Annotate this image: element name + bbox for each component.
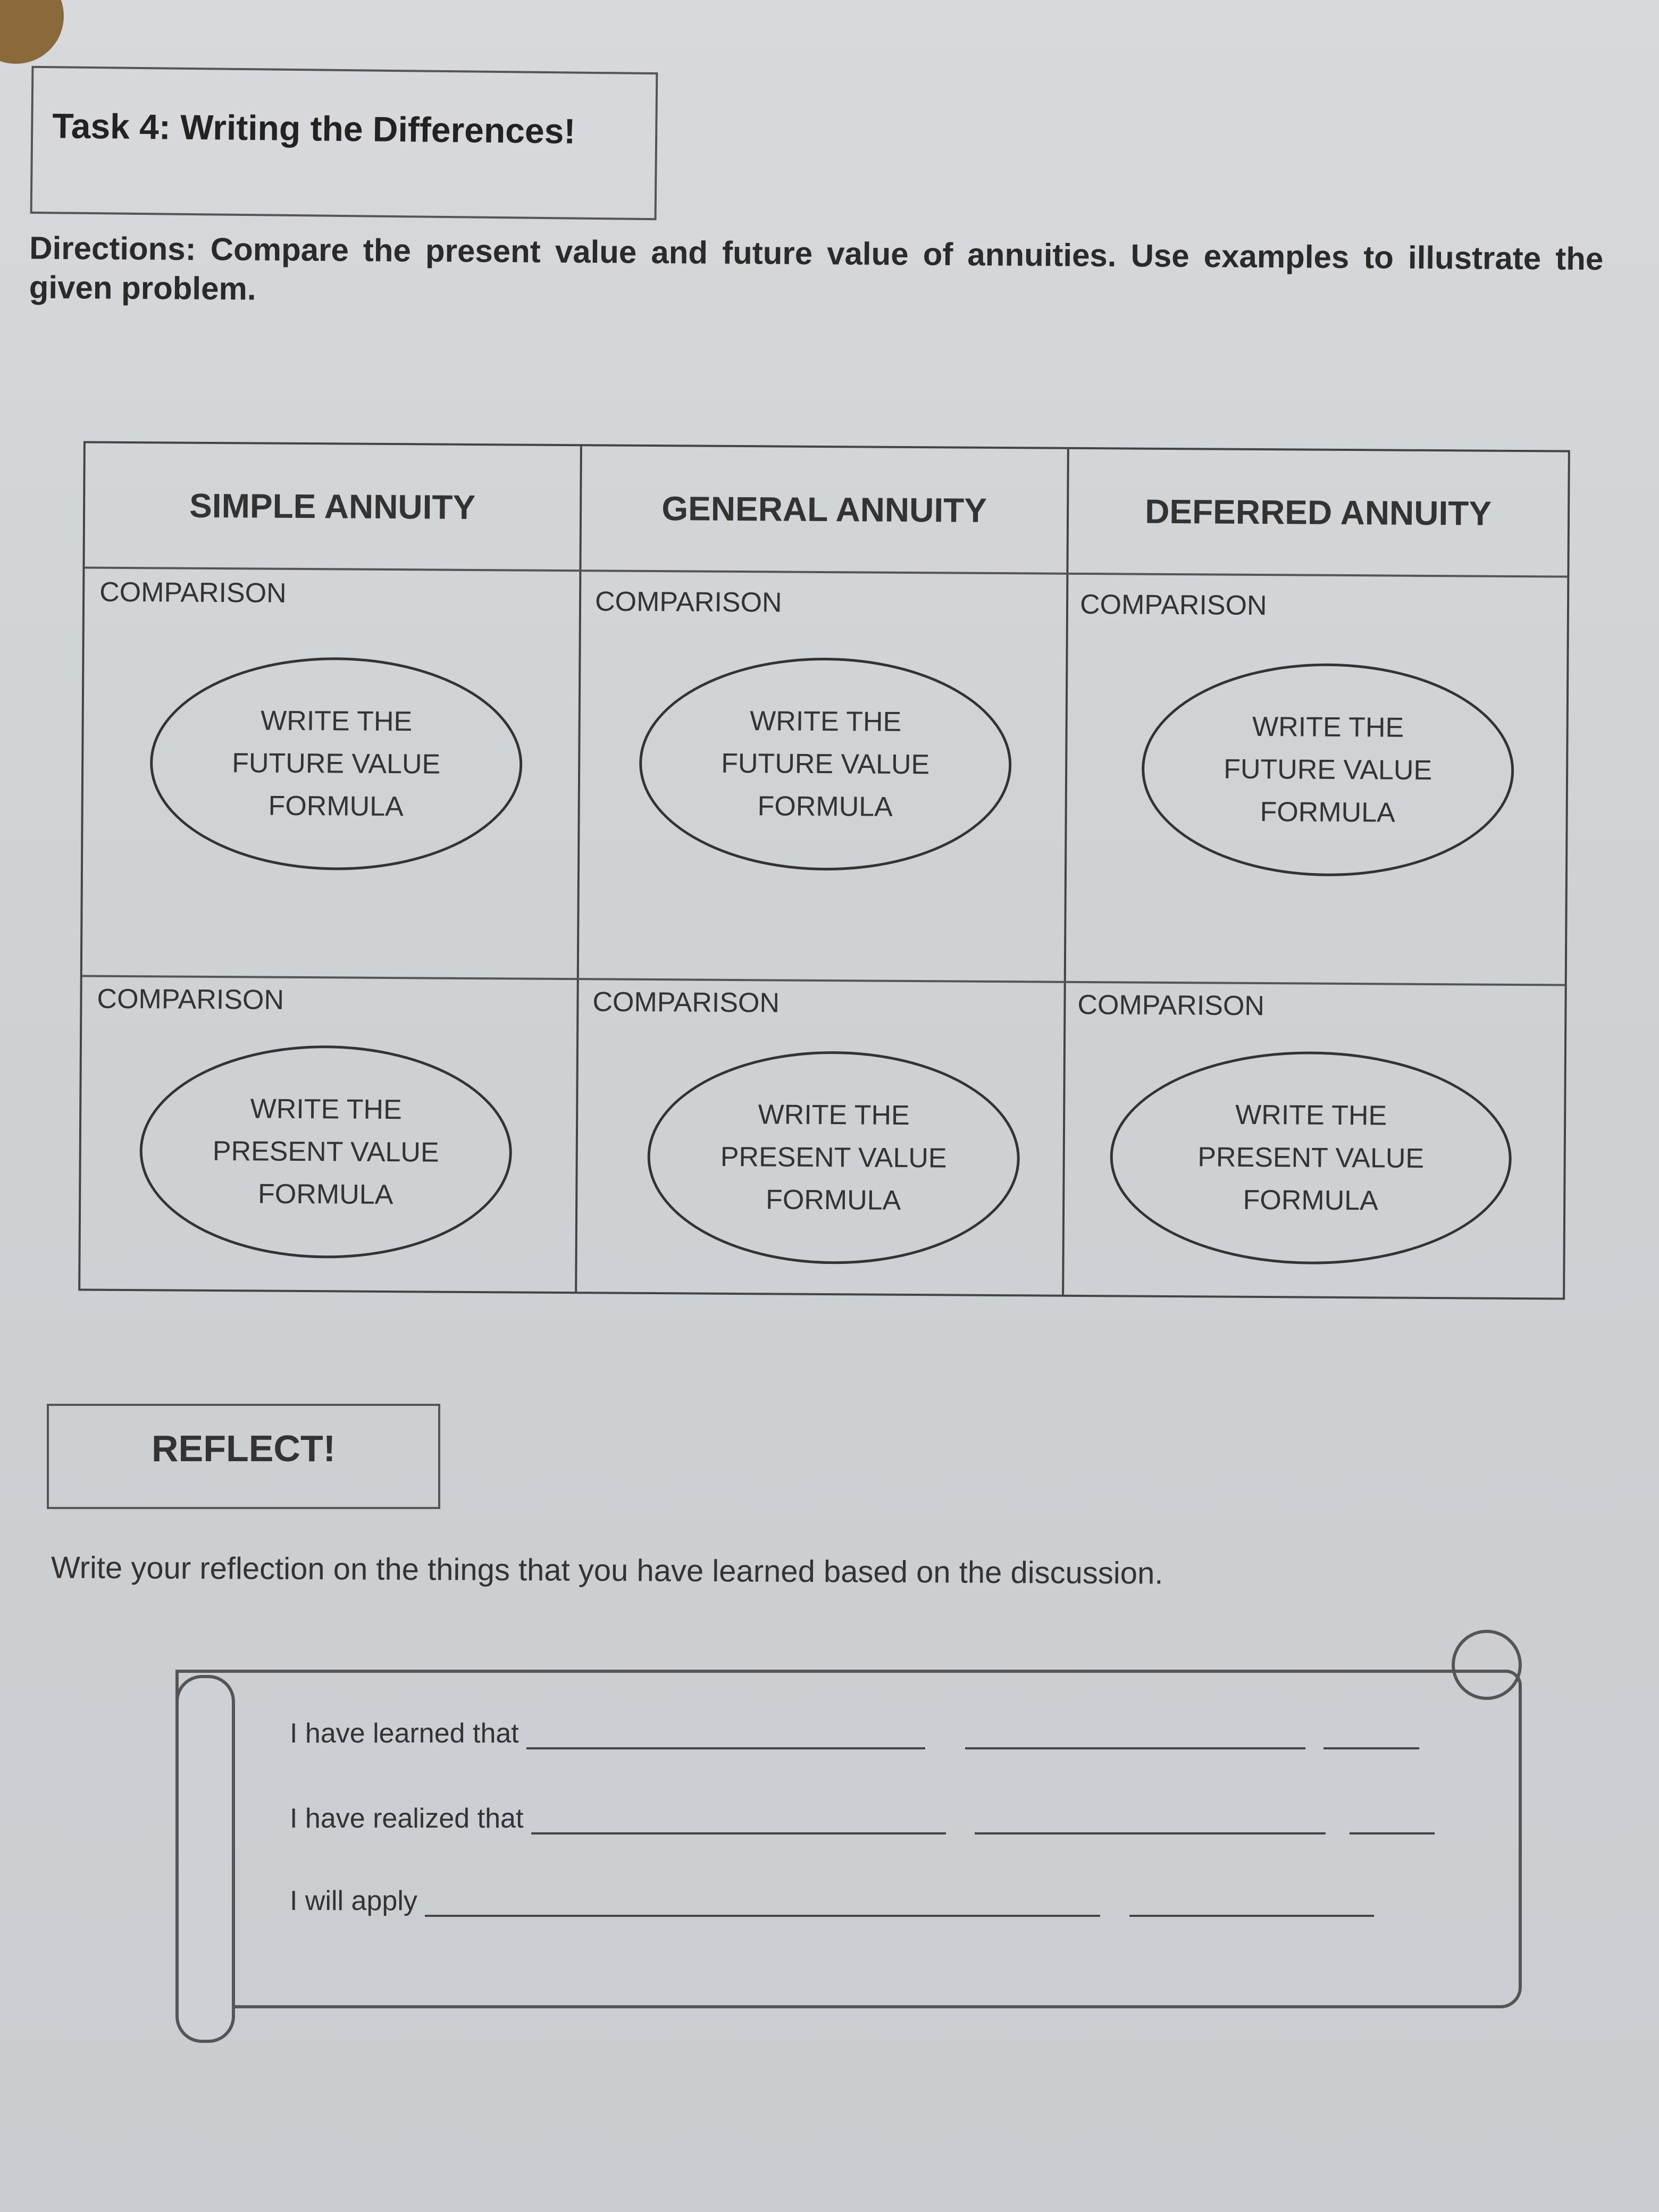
column-divider	[575, 446, 582, 1292]
scroll-roll-top	[1452, 1630, 1522, 1700]
future-value-oval	[149, 656, 523, 871]
oval-line: FORMULA	[1260, 797, 1395, 828]
directions-text: Compare the present value and future value of annuities. Use examples to illustrate the given problem.	[29, 231, 1604, 307]
reflect-instruction: Write your reflection on the things that you have learned based on the discussion.	[51, 1550, 1163, 1591]
comparison-label: COMPARISON	[99, 576, 287, 609]
task-title-box	[30, 66, 658, 220]
directions-label: Directions:	[29, 230, 196, 267]
oval-line: PRESENT VALUE	[1197, 1142, 1425, 1174]
oval-line: FUTURE VALUE	[721, 748, 930, 781]
prompt-realized-row	[290, 1803, 1435, 1834]
comparison-label: COMPARISON	[594, 586, 782, 618]
prompt-apply: I will apply	[290, 1886, 417, 1916]
answer-blank[interactable]	[965, 1724, 1305, 1749]
header-general-annuity: GENERAL ANNUITY	[661, 489, 987, 530]
row-divider	[82, 975, 1565, 986]
oval-line: FORMULA	[1243, 1184, 1379, 1217]
oval-line: WRITE THE	[1235, 1099, 1387, 1132]
oval-line: WRITE THE	[750, 706, 902, 738]
present-value-oval	[139, 1044, 513, 1259]
present-value-oval	[1110, 1050, 1512, 1266]
answer-blank[interactable]	[1350, 1809, 1435, 1834]
oval-line: FORMULA	[268, 790, 404, 823]
comparison-label: COMPARISON	[1077, 989, 1265, 1022]
reflect-title: REFLECT!	[151, 1428, 336, 1469]
prompt-learned: I have learned that	[290, 1718, 519, 1749]
header-simple-annuity: SIMPLE ANNUITY	[189, 486, 476, 526]
oval-line: PRESENT VALUE	[212, 1135, 439, 1168]
comparison-label: COMPARISON	[97, 983, 284, 1016]
directions-paragraph	[29, 229, 1604, 319]
scroll-roll-left	[175, 1675, 235, 2043]
future-value-oval	[639, 657, 1012, 872]
oval-line: FORMULA	[765, 1184, 901, 1216]
answer-blank[interactable]	[975, 1809, 1326, 1834]
oval-line: WRITE THE	[758, 1099, 910, 1131]
future-value-oval	[1141, 663, 1514, 877]
oval-line: FUTURE VALUE	[232, 748, 441, 780]
reflect-title-box	[47, 1404, 440, 1509]
oval-line: PRESENT VALUE	[720, 1141, 947, 1174]
prompt-apply-row	[290, 1885, 1374, 1917]
oval-line: FUTURE VALUE	[1224, 753, 1432, 786]
oval-line: WRITE THE	[1252, 711, 1404, 743]
answer-blank[interactable]	[1323, 1724, 1419, 1749]
comparison-label: COMPARISON	[592, 986, 780, 1019]
answer-blank[interactable]	[531, 1809, 946, 1834]
task-title: Task 4: Writing the Differences!	[52, 106, 576, 151]
answer-blank[interactable]	[526, 1724, 925, 1749]
answer-blank[interactable]	[1129, 1891, 1374, 1917]
oval-line: WRITE THE	[250, 1093, 402, 1126]
answer-blank[interactable]	[425, 1891, 1100, 1917]
oval-line: FORMULA	[257, 1178, 393, 1211]
prompt-realized: I have realized that	[290, 1803, 524, 1834]
oval-line: WRITE THE	[260, 705, 413, 738]
annuity-table	[78, 441, 1570, 1300]
prompt-learned-row	[290, 1717, 1419, 1749]
comparison-label: COMPARISON	[1079, 589, 1267, 622]
column-divider	[1062, 449, 1069, 1295]
oval-line: FORMULA	[757, 791, 893, 823]
present-value-oval	[647, 1050, 1020, 1265]
header-deferred-annuity: DEFERRED ANNUITY	[1144, 492, 1492, 533]
